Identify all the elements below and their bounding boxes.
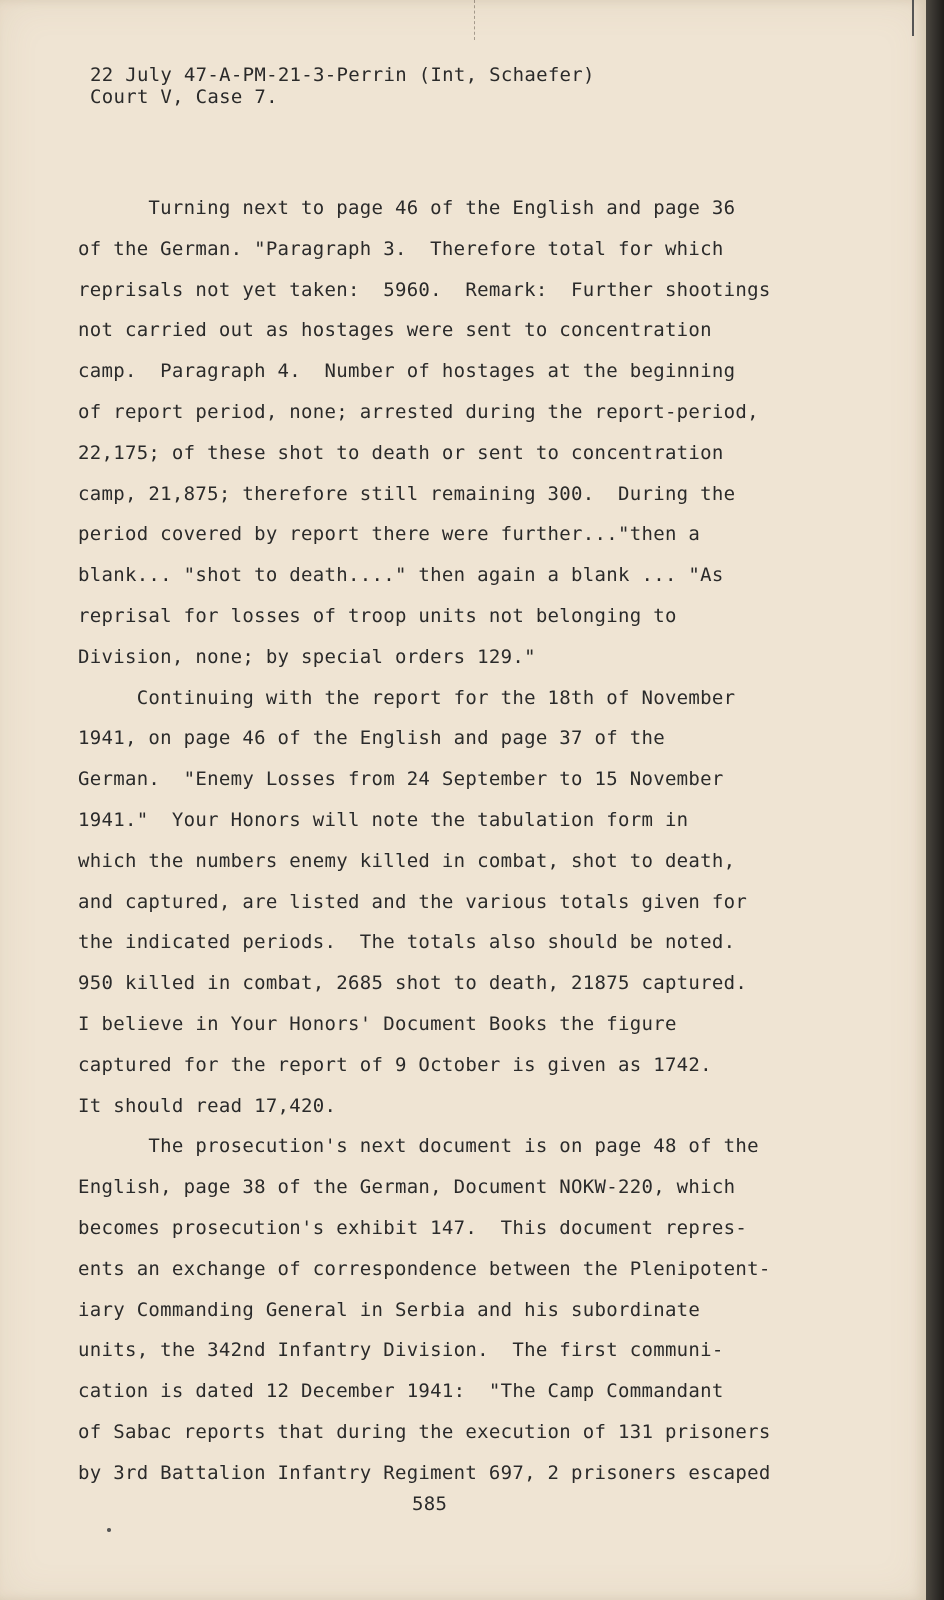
text-line: 1941." Your Honors will note the tabulation form in	[78, 808, 689, 831]
text-line: iary Commanding General in Serbia and his subordinate	[78, 1298, 701, 1321]
text-line: camp. Paragraph 4. Number of hostages at the beginning	[78, 360, 736, 383]
text-line: not carried out as hostages were sent to concentration	[78, 319, 712, 342]
text-line: Continuing with the report for the 18th of November	[78, 686, 736, 709]
text-line: It should read 17,420.	[78, 1094, 337, 1117]
header-line-1: 22 July 47-A-PM-21-3-Perrin (Int, Schaefer)	[90, 64, 595, 86]
text-line: captured for the report of 9 October is given as 1742.	[78, 1053, 712, 1076]
text-line: blank... "shot to death...." then again a blank ... "As	[78, 564, 724, 587]
text-line: English, page 38 of the German, Document NOKW-220, which	[78, 1176, 736, 1199]
text-line: of Sabac reports that during the execution of 131 prisoners	[78, 1420, 771, 1443]
text-line: 950 killed in combat, 2685 shot to death, 21875 captured.	[78, 972, 748, 995]
transcript-body	[78, 188, 771, 1494]
text-line: German. "Enemy Losses from 24 September to 15 November	[78, 768, 724, 791]
text-line: and captured, are listed and the various totals given for	[78, 890, 748, 913]
text-line: ents an exchange of correspondence between the Plenipotent-	[78, 1257, 771, 1280]
text-line: by 3rd Battalion Infantry Regiment 697, 2 prisoners escaped	[78, 1461, 771, 1484]
text-line: The prosecution's next document is on page 48 of the	[78, 1135, 759, 1158]
fold-mark	[474, 0, 476, 40]
text-line: camp, 21,875; therefore still remaining 300. During the	[78, 482, 736, 505]
document-header	[90, 64, 595, 108]
header-line-2: Court V, Case 7.	[90, 86, 278, 108]
page-number: 585	[412, 1493, 448, 1515]
text-line: units, the 342nd Infantry Division. The first communi-	[78, 1339, 724, 1362]
text-line: Turning next to page 46 of the English and page 36	[78, 197, 736, 219]
text-line: 22,175; of these shot to death or sent to concentration	[78, 441, 724, 464]
text-line: 1941, on page 46 of the English and page 37 of the	[78, 727, 665, 750]
text-line: of report period, none; arrested during the report-period,	[78, 400, 759, 423]
page-edge	[926, 0, 944, 1600]
staple-mark	[912, 0, 914, 36]
text-line: period covered by report there were further..."then a	[78, 523, 701, 546]
text-line: of the German. "Paragraph 3. Therefore total for which	[78, 237, 724, 260]
text-line: cation is dated 12 December 1941: "The Camp Commandant	[78, 1380, 724, 1403]
text-line: the indicated periods. The totals also should be noted.	[78, 931, 736, 954]
text-line: Division, none; by special orders 129."	[78, 645, 536, 668]
text-line: reprisal for losses of troop units not belonging to	[78, 604, 677, 627]
text-line: reprisals not yet taken: 5960. Remark: Further shootings	[78, 278, 771, 301]
text-line: which the numbers enemy killed in combat, shot to death,	[78, 849, 736, 872]
margin-dot	[107, 1528, 111, 1532]
text-line: I believe in Your Honors' Document Books the figure	[78, 1012, 677, 1035]
text-line: becomes prosecution's exhibit 147. This document repres-	[78, 1216, 748, 1239]
